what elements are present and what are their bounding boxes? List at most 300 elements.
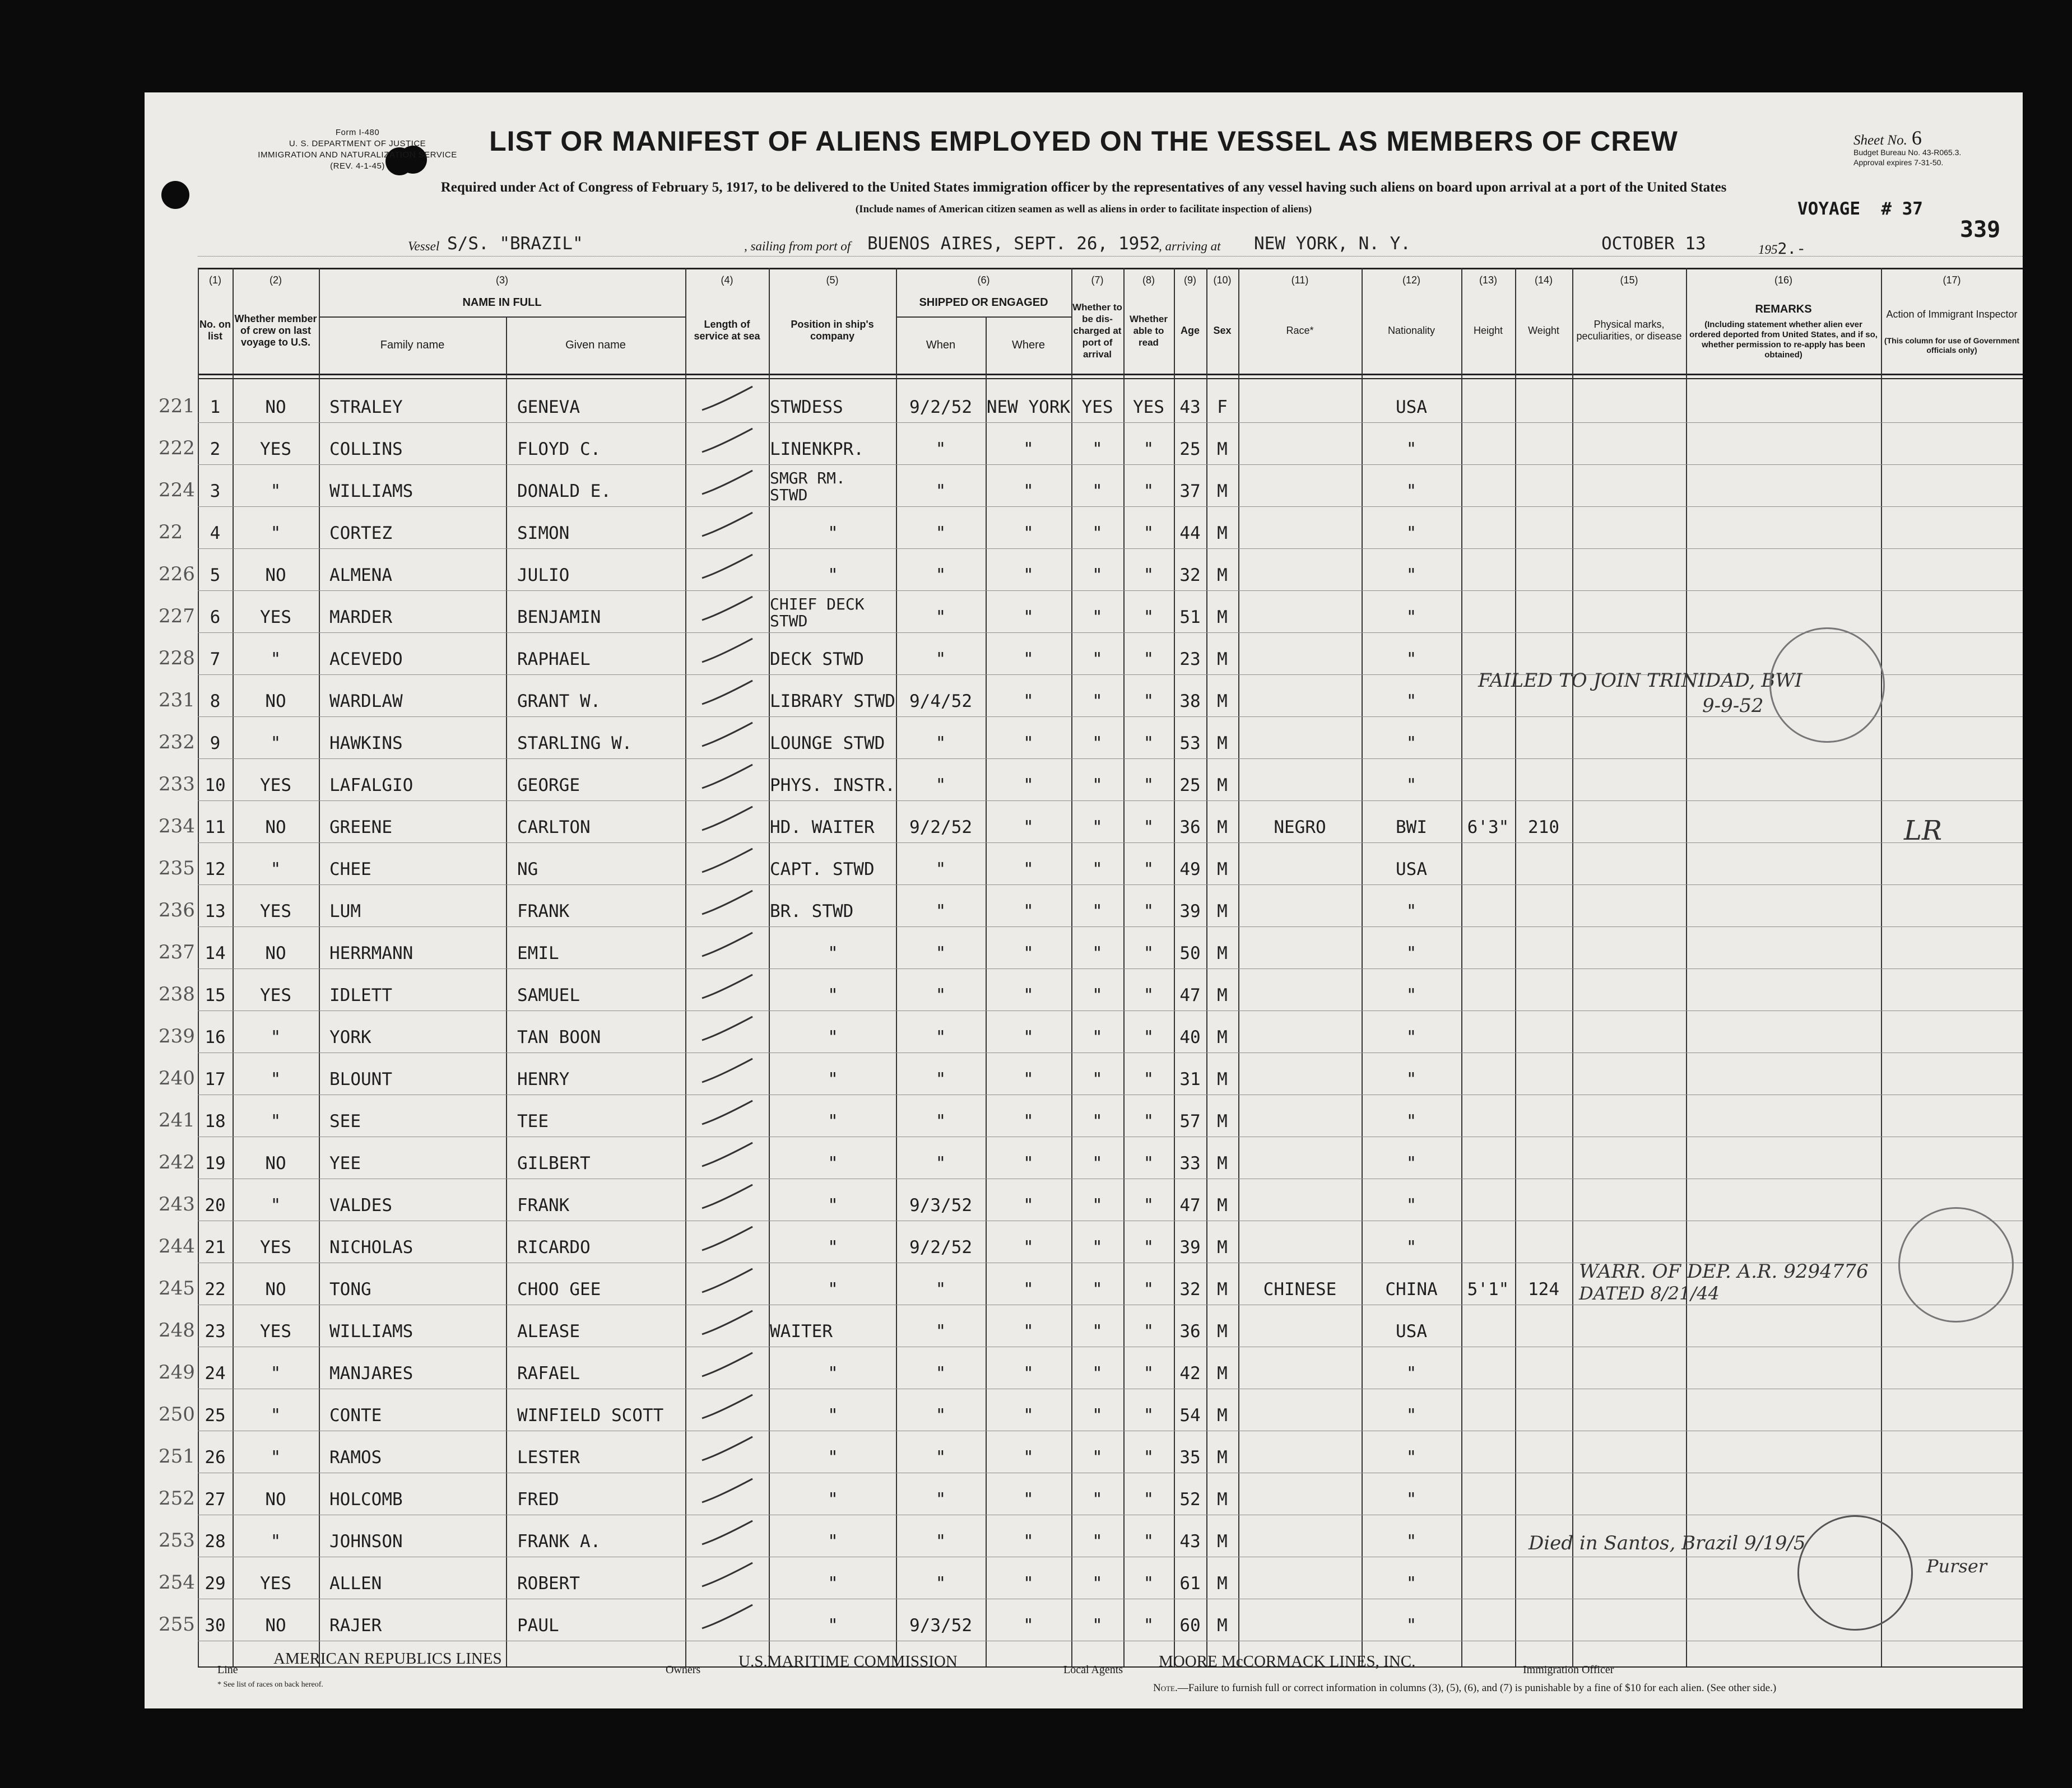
cell-given: ALEASE [517, 1321, 580, 1342]
cell-no: 28 [205, 1531, 226, 1552]
footer-owners-label: Owners [666, 1664, 701, 1676]
check-mark-icon [696, 760, 758, 799]
check-mark-icon [696, 1558, 758, 1598]
cell-read: " [1143, 775, 1154, 795]
cell-nat: " [1406, 607, 1417, 627]
cell-pos: " [828, 1489, 838, 1510]
cell-age: 25 [1179, 775, 1201, 795]
check-mark-icon [696, 424, 758, 463]
cell-mem: " [270, 1405, 281, 1426]
cell-nat: " [1406, 1069, 1417, 1089]
cell-age: 61 [1179, 1573, 1201, 1594]
cell-when: " [935, 859, 946, 879]
cell-when: " [935, 943, 946, 963]
cell-when: " [935, 1363, 946, 1384]
cell-pos: " [828, 523, 838, 543]
header-no-on-list: No. on list [199, 319, 231, 342]
table-row [145, 549, 2023, 591]
cell-sex: M [1217, 607, 1228, 627]
cell-age: 47 [1179, 1195, 1201, 1216]
voyage-value: # 37 [1881, 199, 1923, 219]
cell-when: " [935, 985, 946, 1005]
check-mark-icon [696, 802, 758, 841]
cell-sex: M [1217, 439, 1228, 459]
header-when: When [926, 338, 956, 351]
cell-sex: M [1217, 1069, 1228, 1089]
cell-when: 9/2/52 [909, 1237, 972, 1258]
header-name-in-full: NAME IN FULL [462, 296, 542, 309]
cell-age: 33 [1179, 1153, 1201, 1174]
cell-nat: " [1406, 649, 1417, 669]
cell-no: 3 [210, 481, 221, 501]
cell-pos: " [828, 1153, 838, 1174]
cell-nat: " [1406, 1615, 1417, 1636]
cell-dis: " [1092, 943, 1103, 963]
manifest-line-number: 232 [159, 731, 195, 753]
check-mark-icon [696, 634, 758, 673]
table-row [145, 465, 2023, 507]
table-row [145, 1305, 2023, 1347]
cell-age: 39 [1179, 1237, 1201, 1258]
check-mark-icon [696, 676, 758, 715]
cell-sex: M [1217, 943, 1228, 963]
manifest-line-number: 238 [159, 983, 195, 1005]
consular-stamp [1769, 627, 1885, 743]
cell-age: 47 [1179, 985, 1201, 1005]
cell-given: JULIO [517, 565, 570, 585]
cell-mem: NO [265, 943, 286, 963]
header-length-service: Length of service at sea [694, 319, 760, 342]
cell-mem: " [270, 1027, 281, 1047]
footer-races-note: * See list of races on back hereof. [217, 1680, 323, 1689]
table-row [145, 1431, 2023, 1473]
cell-nat: " [1406, 943, 1417, 963]
cell-no: 6 [210, 607, 221, 627]
header-race: Race* [1286, 324, 1314, 336]
header-action: Action of Immigrant Inspector [1886, 308, 2018, 320]
cell-no: 8 [210, 691, 221, 711]
cell-dis: " [1092, 1153, 1103, 1174]
cell-mem: " [270, 649, 281, 669]
cell-read: " [1143, 901, 1154, 921]
cell-where: " [1023, 775, 1034, 795]
cell-where: " [1023, 901, 1034, 921]
cell-when: " [935, 1489, 946, 1510]
check-mark-icon [696, 1012, 758, 1051]
cell-no: 2 [210, 439, 221, 459]
cell-mem: NO [265, 817, 286, 837]
check-mark-icon [696, 1348, 758, 1387]
cell-dis: " [1092, 817, 1103, 837]
cell-dis: " [1092, 607, 1103, 627]
cell-age: 25 [1179, 439, 1201, 459]
cell-nat: " [1406, 523, 1417, 543]
table-row [145, 1095, 2023, 1137]
cell-fam: TONG [329, 1279, 371, 1300]
manifest-line-number: 255 [159, 1613, 195, 1636]
arriving-label: , arriving at [1159, 239, 1221, 253]
cell-read: " [1143, 985, 1154, 1005]
cell-age: 53 [1179, 733, 1201, 753]
check-mark-icon [696, 382, 758, 421]
cell-mem: YES [260, 439, 291, 459]
cell-dis: " [1092, 1321, 1103, 1342]
cell-given: GRANT W. [517, 691, 601, 711]
manifest-line-number: 231 [159, 689, 195, 711]
table-row [145, 969, 2023, 1011]
cell-read: " [1143, 649, 1154, 669]
cell-sex: M [1217, 649, 1228, 669]
consular-stamp [1797, 1515, 1913, 1631]
cell-read: " [1143, 1405, 1154, 1426]
cell-when: 9/3/52 [909, 1195, 972, 1216]
manifest-line-number: 222 [159, 437, 195, 459]
cell-nat: " [1406, 1153, 1417, 1174]
manifest-line-number: 22 [159, 521, 183, 543]
cell-where: " [1023, 817, 1034, 837]
annotation-date: 9-9-52 [1702, 695, 1764, 717]
cell-read: " [1143, 943, 1154, 963]
check-mark-icon [696, 1054, 758, 1093]
cell-given: CHOO GEE [517, 1279, 601, 1300]
cell-given: FLOYD C. [517, 439, 601, 459]
cell-nat: BWI [1396, 817, 1427, 837]
cell-given: GILBERT [517, 1153, 591, 1174]
cell-given: TAN BOON [517, 1027, 601, 1047]
cell-dis: " [1092, 1531, 1103, 1552]
cell-sex: M [1217, 1531, 1228, 1552]
cell-nat: " [1406, 1405, 1417, 1426]
cell-ht: 6'3" [1467, 817, 1509, 837]
cell-where: NEW YORK [986, 397, 1071, 417]
page-number: 339 [1960, 217, 2001, 243]
manifest-line-number: 226 [159, 563, 195, 585]
manifest-line-number: 240 [159, 1067, 195, 1089]
cell-race: NEGRO [1274, 817, 1326, 837]
footer-owners-value: U.S.MARITIME COMMISSION [738, 1652, 958, 1670]
table-row [145, 1179, 2023, 1221]
table-row [145, 1011, 2023, 1053]
cell-fam: NICHOLAS [329, 1237, 414, 1258]
cell-where: " [1023, 1237, 1034, 1258]
cell-when: " [935, 481, 946, 501]
cell-dis: " [1092, 481, 1103, 501]
cell-nat: USA [1396, 1321, 1427, 1342]
cell-pos: " [828, 1027, 838, 1047]
cell-age: 31 [1179, 1069, 1201, 1089]
cell-race: CHINESE [1263, 1279, 1337, 1300]
manifest-line-number: 248 [159, 1319, 195, 1342]
cell-where: " [1023, 691, 1034, 711]
cell-mem: YES [260, 1237, 291, 1258]
table-row [145, 1473, 2023, 1515]
cell-given: FRANK A. [517, 1531, 601, 1552]
arriving-port: NEW YORK, N. Y. [1254, 234, 1411, 254]
cell-age: 38 [1179, 691, 1201, 711]
cell-nat: " [1406, 691, 1417, 711]
manifest-line-number: 245 [159, 1277, 195, 1300]
cell-mem: NO [265, 1279, 286, 1300]
cell-age: 49 [1179, 859, 1201, 879]
footer-agents-value: MOORE McCORMACK LINES, INC. [1159, 1652, 1416, 1670]
header-remarks: REMARKS [1755, 302, 1812, 315]
cell-age: 54 [1179, 1405, 1201, 1426]
page-title: LIST OR MANIFEST OF ALIENS EMPLOYED ON THE VESSEL AS MEMBERS OF CREW [489, 125, 1678, 157]
colnum: (8) [1142, 274, 1155, 286]
cell-nat: " [1406, 775, 1417, 795]
manifest-line-number: 243 [159, 1193, 195, 1216]
cell-where: " [1023, 859, 1034, 879]
cell-sex: F [1217, 397, 1228, 417]
form-revision: (REV. 4-1-45) [330, 161, 385, 171]
cell-when: " [935, 1153, 946, 1174]
cell-mem: YES [260, 901, 291, 921]
header-member-last-voyage: Whether member of crew on last voyage to U.S. [234, 313, 317, 348]
table-row [145, 1557, 2023, 1599]
check-mark-icon [696, 718, 758, 757]
cell-mem: " [270, 1363, 281, 1384]
cell-fam: HERRMANN [329, 943, 414, 963]
colnum: (12) [1402, 274, 1420, 286]
cell-given: GENEVA [517, 397, 580, 417]
table-row [145, 507, 2023, 549]
page-subtitle: Required under Act of Congress of February 5, 1917, to be delivered to the United States immigration officer by the representatives of any vessel having such aliens on board upon arrival at a port of the United States [440, 180, 1727, 195]
cell-read: " [1143, 1069, 1154, 1089]
manifest-line-number: 241 [159, 1109, 195, 1132]
cell-no: 7 [210, 649, 221, 669]
colnum: (7) [1091, 274, 1104, 286]
cell-where: " [1023, 649, 1034, 669]
cell-pos: " [828, 1447, 838, 1468]
budget-approval: Approval expires 7-31-50. [1853, 158, 1944, 167]
check-mark-icon [696, 1432, 758, 1472]
cell-nat: " [1406, 1447, 1417, 1468]
cell-read: " [1143, 1363, 1154, 1384]
cell-mem: " [270, 1111, 281, 1132]
cell-given: BENJAMIN [517, 607, 601, 627]
cell-read: " [1143, 1027, 1154, 1047]
cell-no: 9 [210, 733, 221, 753]
check-mark-icon [696, 466, 758, 505]
cell-when: 9/2/52 [909, 397, 972, 417]
cell-mem: YES [260, 607, 291, 627]
cell-age: 40 [1179, 1027, 1201, 1047]
colnum: (9) [1184, 274, 1196, 286]
cell-read: " [1143, 439, 1154, 459]
cell-fam: ACEVEDO [329, 649, 403, 669]
manifest-line-number: 234 [159, 815, 195, 837]
cell-nat: " [1406, 481, 1417, 501]
form-number: Form I-480 [335, 128, 380, 137]
cell-dis: " [1092, 1195, 1103, 1216]
cell-dis: " [1092, 1573, 1103, 1594]
cell-age: 36 [1179, 1321, 1201, 1342]
cell-where: " [1023, 1321, 1034, 1342]
cell-where: " [1023, 1111, 1034, 1132]
table-row [145, 1137, 2023, 1179]
cell-no: 21 [205, 1237, 226, 1258]
check-mark-icon [696, 1306, 758, 1345]
header-bottom-rule [198, 374, 2023, 375]
cell-sex: M [1217, 523, 1228, 543]
cell-where: " [1023, 565, 1034, 585]
cell-nat: " [1406, 1111, 1417, 1132]
cell-read: YES [1133, 397, 1164, 417]
cell-when: " [935, 733, 946, 753]
cell-when: " [935, 775, 946, 795]
cell-pos: " [828, 985, 838, 1005]
cell-dis: " [1092, 1405, 1103, 1426]
manifest-line-number: 249 [159, 1361, 195, 1384]
cell-no: 29 [205, 1573, 226, 1594]
cell-dis: " [1092, 1363, 1103, 1384]
cell-sex: M [1217, 1489, 1228, 1510]
cell-fam: IDLETT [329, 985, 392, 1005]
cell-when: " [935, 1069, 946, 1089]
cell-read: " [1143, 691, 1154, 711]
cell-mem: " [270, 1195, 281, 1216]
cell-given: CARLTON [517, 817, 591, 837]
cell-read: " [1143, 817, 1154, 837]
cell-where: " [1023, 1615, 1034, 1636]
cell-mem: " [270, 481, 281, 501]
cell-pos: CAPT. STWD [770, 859, 875, 879]
header-weight: Weight [1528, 324, 1559, 336]
cell-where: " [1023, 1195, 1034, 1216]
header-sex: Sex [1213, 324, 1232, 336]
cell-sex: M [1217, 775, 1228, 795]
check-mark-icon [696, 1600, 758, 1640]
cell-given: RAPHAEL [517, 649, 591, 669]
cell-pos: " [828, 1111, 838, 1132]
cell-mem: NO [265, 1153, 286, 1174]
cell-when: " [935, 607, 946, 627]
cell-no: 13 [205, 901, 226, 921]
cell-no: 22 [205, 1279, 226, 1300]
cell-pos: DECK STWD [770, 649, 864, 669]
voyage-label: VOYAGE [1797, 199, 1860, 219]
cell-fam: YORK [329, 1027, 371, 1047]
cell-dis: " [1092, 649, 1103, 669]
manifest-line-number: 252 [159, 1487, 195, 1510]
cell-when: " [935, 1321, 946, 1342]
table-row [145, 759, 2023, 801]
cell-dis: " [1092, 1489, 1103, 1510]
cell-given: FRED [517, 1489, 559, 1510]
header-physical: Physical marks, peculiarities, or disease [1576, 319, 1682, 342]
cell-where: " [1023, 1069, 1034, 1089]
annotation-warrant-date: DATED 8/21/44 [1579, 1283, 1720, 1304]
cell-fam: GREENE [329, 817, 392, 837]
cell-sex: M [1217, 1405, 1228, 1426]
cell-age: 32 [1179, 1279, 1201, 1300]
cell-read: " [1143, 1615, 1154, 1636]
check-mark-icon [696, 970, 758, 1009]
cell-nat: " [1406, 985, 1417, 1005]
header-able-read: Whether able to read [1130, 313, 1168, 348]
cell-fam: CORTEZ [329, 523, 392, 543]
manifest-line-number: 235 [159, 857, 195, 879]
table-row [145, 885, 2023, 927]
cell-when: " [935, 1027, 946, 1047]
cell-fam: VALDES [329, 1195, 392, 1216]
cell-when: " [935, 901, 946, 921]
manifest-line-number: 239 [159, 1025, 195, 1047]
table-row [145, 927, 2023, 969]
cell-where: " [1023, 1405, 1034, 1426]
cell-no: 1 [210, 397, 221, 417]
cell-given: FRANK [517, 901, 570, 921]
cell-mem: YES [260, 1573, 291, 1594]
cell-no: 20 [205, 1195, 226, 1216]
cell-sex: M [1217, 733, 1228, 753]
cell-given: TEE [517, 1111, 549, 1132]
vessel-name: S/S. "BRAZIL" [447, 234, 583, 254]
table-row [145, 1221, 2023, 1263]
colnum: (4) [721, 274, 733, 286]
cell-read: " [1143, 859, 1154, 879]
colnum: (10) [1213, 274, 1232, 286]
cell-sex: M [1217, 817, 1228, 837]
cell-when: " [935, 1447, 946, 1468]
form-department: U. S. DEPARTMENT OF JUSTICE [289, 139, 426, 148]
cell-pos: STWDESS [770, 397, 843, 417]
cell-no: 12 [205, 859, 226, 879]
sailing-label: , sailing from port of [744, 239, 851, 253]
table-row [145, 717, 2023, 759]
footer-line-label: Line [217, 1664, 238, 1676]
colnum: (11) [1291, 274, 1309, 286]
footer-agents-label: Local Agents [1063, 1664, 1123, 1676]
cell-given: DONALD E. [517, 481, 611, 501]
table-row [145, 1053, 2023, 1095]
cell-pos: " [828, 1363, 838, 1384]
consular-stamp [1898, 1207, 2014, 1323]
page-subnote: (Include names of American citizen seamen as well as aliens in order to facilitate inspection of aliens) [855, 203, 1312, 215]
colnum: (6) [977, 274, 990, 286]
cell-read: " [1143, 523, 1154, 543]
cell-fam: HAWKINS [329, 733, 403, 753]
cell-where: " [1023, 607, 1034, 627]
cell-dis: " [1092, 691, 1103, 711]
cell-where: " [1023, 523, 1034, 543]
cell-read: " [1143, 481, 1154, 501]
check-mark-icon [696, 1516, 758, 1556]
annotation-inspector-initials: LR [1904, 815, 1943, 846]
cell-wt: 124 [1528, 1279, 1559, 1300]
cell-age: 60 [1179, 1615, 1201, 1636]
cell-sex: M [1217, 691, 1228, 711]
manifest-line-number: 237 [159, 941, 195, 963]
cell-when: 9/3/52 [909, 1615, 972, 1636]
cell-fam: HOLCOMB [329, 1489, 403, 1510]
cell-nat: " [1406, 1237, 1417, 1258]
cell-pos: " [828, 1573, 838, 1594]
cell-age: 32 [1179, 565, 1201, 585]
cell-fam: WILLIAMS [329, 481, 414, 501]
cell-no: 15 [205, 985, 226, 1005]
check-mark-icon [696, 1474, 758, 1514]
cell-mem: NO [265, 397, 286, 417]
cell-when: " [935, 1279, 946, 1300]
cell-mem: NO [265, 691, 286, 711]
cell-age: 36 [1179, 817, 1201, 837]
cell-fam: CHEE [329, 859, 371, 879]
cell-fam: LAFALGIO [329, 775, 414, 795]
cell-mem: YES [260, 985, 291, 1005]
footer-note: Note.—Failure to furnish full or correct information in columns (3), (5), (6), and (7) is punishable by a fine of $10 for each alien. (See other side.) [1153, 1682, 1777, 1694]
cell-read: " [1143, 1195, 1154, 1216]
